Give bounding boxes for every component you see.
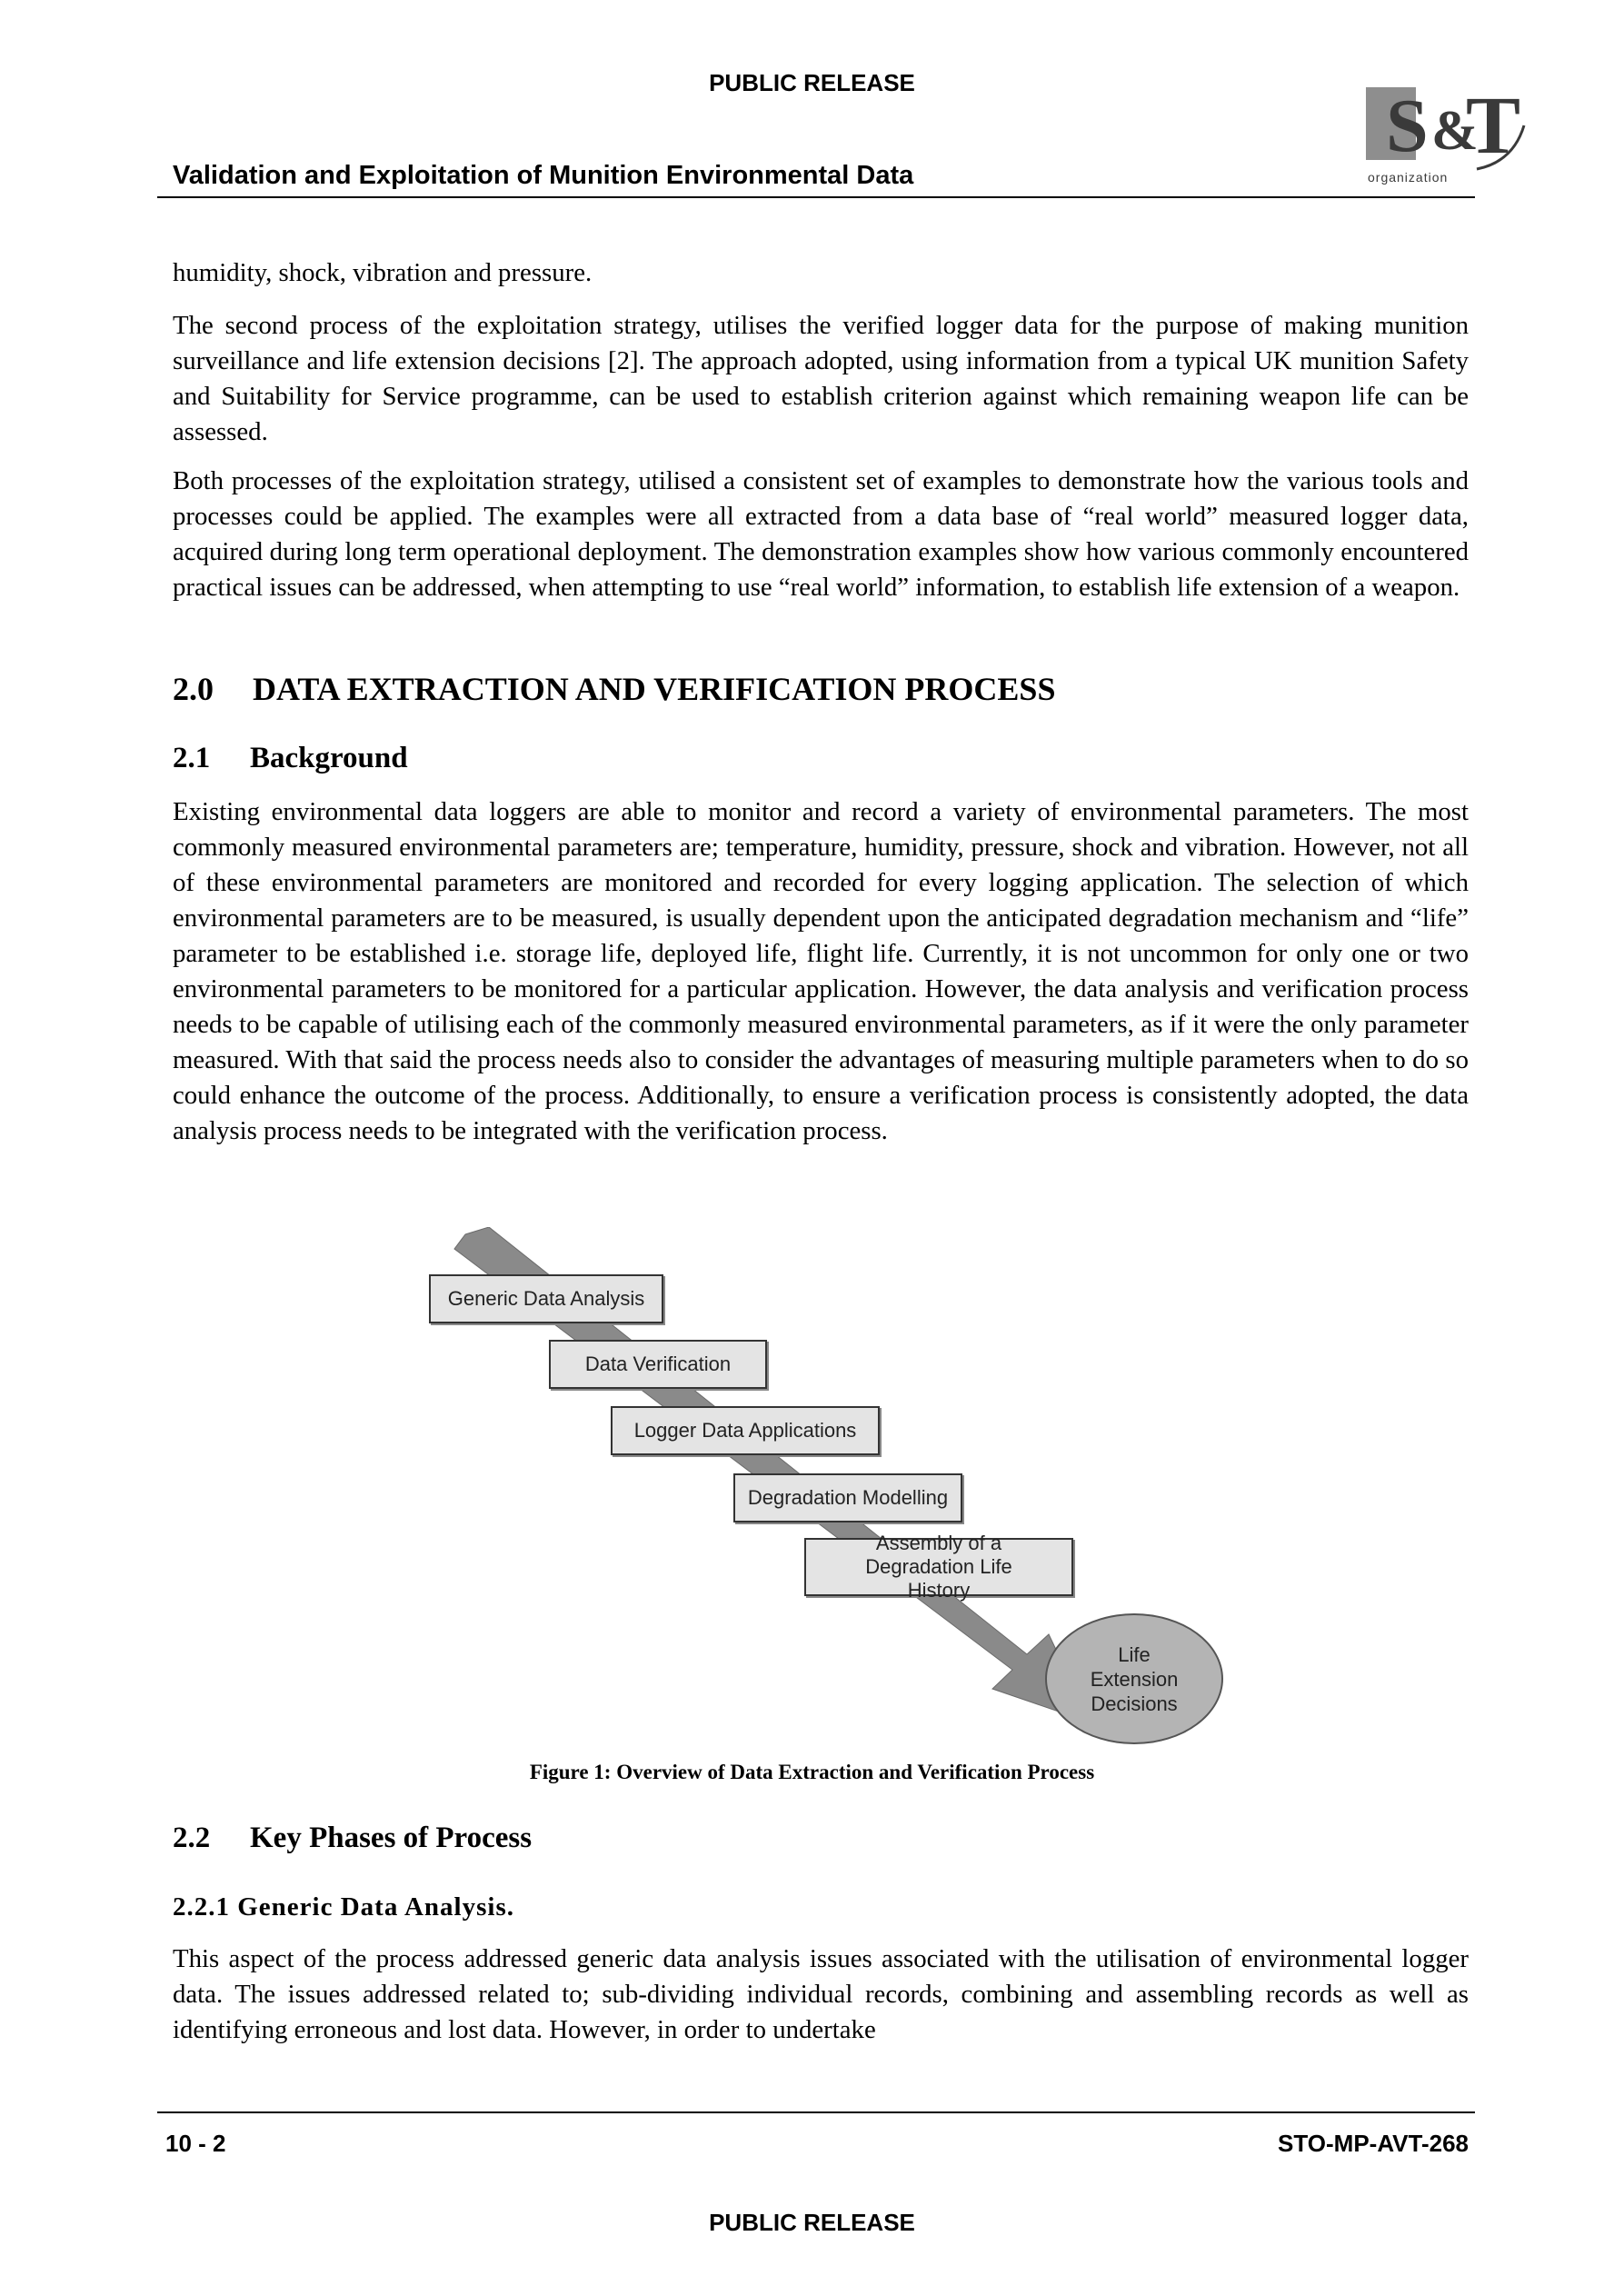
goal-label: Life Extension Decisions <box>1090 1642 1179 1715</box>
subsection-number: 2.2 <box>173 1822 211 1854</box>
step-assembly-label: Assembly of a Degradation Life History <box>865 1532 1012 1602</box>
paragraph-background: Existing environmental data loggers are able to monitor and record a variety of environmental parameters. The most commonly measured environmental parameters are; temperature, humidity, pressure, shock and vibration. However, not all of these environmental parameters are monitored and recorded for every logging application. The selection of which environmental parameters are to be measured, is usually dependent upon the anticipated degradation mechanism and “life” parameter to be established i.e. storage life, deployed life, flight life. Currently, it is not uncommon for only one or two environmental parameters to be monitored for a particular application. However, the data analysis and verification process needs to be capable of utilising each of the commonly measured environmental parameters, as if it were the only parameter measured. With that said the process needs also to consider the advantages of measuring multiple parameters when to do so could enhance the outcome of the process. Additionally, to ensure a verification process is consistently adopted, the data analysis process needs to be integrated with the verification process. <box>173 797 1469 1145</box>
subsection-heading-2-1 <box>173 742 408 775</box>
paragraph-both-processes: Both processes of the exploitation strategy, utilised a consistent set of examples to demonstrate how the various tools and processes could be applied. The examples were all extracted from a data base of “real world” measured logger data, acquired during long term operational deployment. The demonstration examples show how various commonly encountered practical issues can be addressed, when attempting to use “real world” information, to establish life extension of a weapon. <box>173 466 1469 602</box>
subsection-heading-2-2 <box>173 1822 532 1855</box>
svg-text:&: & <box>1431 100 1479 162</box>
document-id: STO-MP-AVT-268 <box>1278 2130 1469 2157</box>
paragraph-generic-data-analysis: This aspect of the process addressed generic data analysis issues associated with the utilisation of environmental logger data. The issues addressed related to; sub-dividing individual records, combining and assembling records as well as identifying erroneous and lost data. However, in order to undertake <box>173 1944 1469 2044</box>
process-flow-figure <box>418 1227 1236 1745</box>
subsection-title: Key Phases of Process <box>250 1822 533 1854</box>
top-release-label: PUBLIC RELEASE <box>709 69 915 96</box>
st-organization-logo <box>1359 71 1527 189</box>
bottom-release-label: PUBLIC RELEASE <box>709 2209 915 2236</box>
subsection-title: Background <box>250 742 408 774</box>
step-generic-data-analysis: Generic Data Analysis <box>429 1274 663 1323</box>
step-assembly-degradation-life-history <box>804 1532 1073 1602</box>
subsubsection-title: Generic Data Analysis. <box>237 1892 514 1922</box>
section-number: 2.0 <box>173 671 214 707</box>
document-title: Validation and Exploitation of Munition Environmental Data <box>173 161 914 190</box>
step-degradation-modelling: Degradation Modelling <box>733 1473 962 1522</box>
goal-life-extension-decisions <box>1045 1613 1223 1744</box>
svg-text:T: T <box>1466 81 1521 171</box>
subsubsection-number: 2.2.1 <box>173 1892 230 1922</box>
section-heading-2-0 <box>173 670 1055 708</box>
figure-caption: Figure 1: Overview of Data Extraction and Verification Process <box>529 1761 1095 1783</box>
step-data-verification: Data Verification <box>549 1340 767 1389</box>
step-logger-data-applications: Logger Data Applications <box>611 1406 880 1455</box>
paragraph-intro-fragment: humidity, shock, vibration and pressure. <box>173 258 593 287</box>
header-divider <box>157 196 1475 198</box>
svg-text:organization: organization <box>1368 170 1449 185</box>
subsubsection-heading-2-2-1 <box>173 1892 514 1922</box>
svg-text:S: S <box>1386 84 1429 168</box>
footer-divider <box>157 2111 1475 2113</box>
subsection-number: 2.1 <box>173 742 211 774</box>
page-number: 10 - 2 <box>165 2130 226 2157</box>
paragraph-second-process: The second process of the exploitation strategy, utilises the verified logger data for the purpose of making munition surveillance and life extension decisions [2]. The approach adopted, using information from a typical UK munition Safety and Suitability for Service programme, can be used to establish criterion against which remaining weapon life can be assessed. <box>173 311 1469 446</box>
section-title: DATA EXTRACTION AND VERIFICATION PROCESS <box>253 671 1056 707</box>
